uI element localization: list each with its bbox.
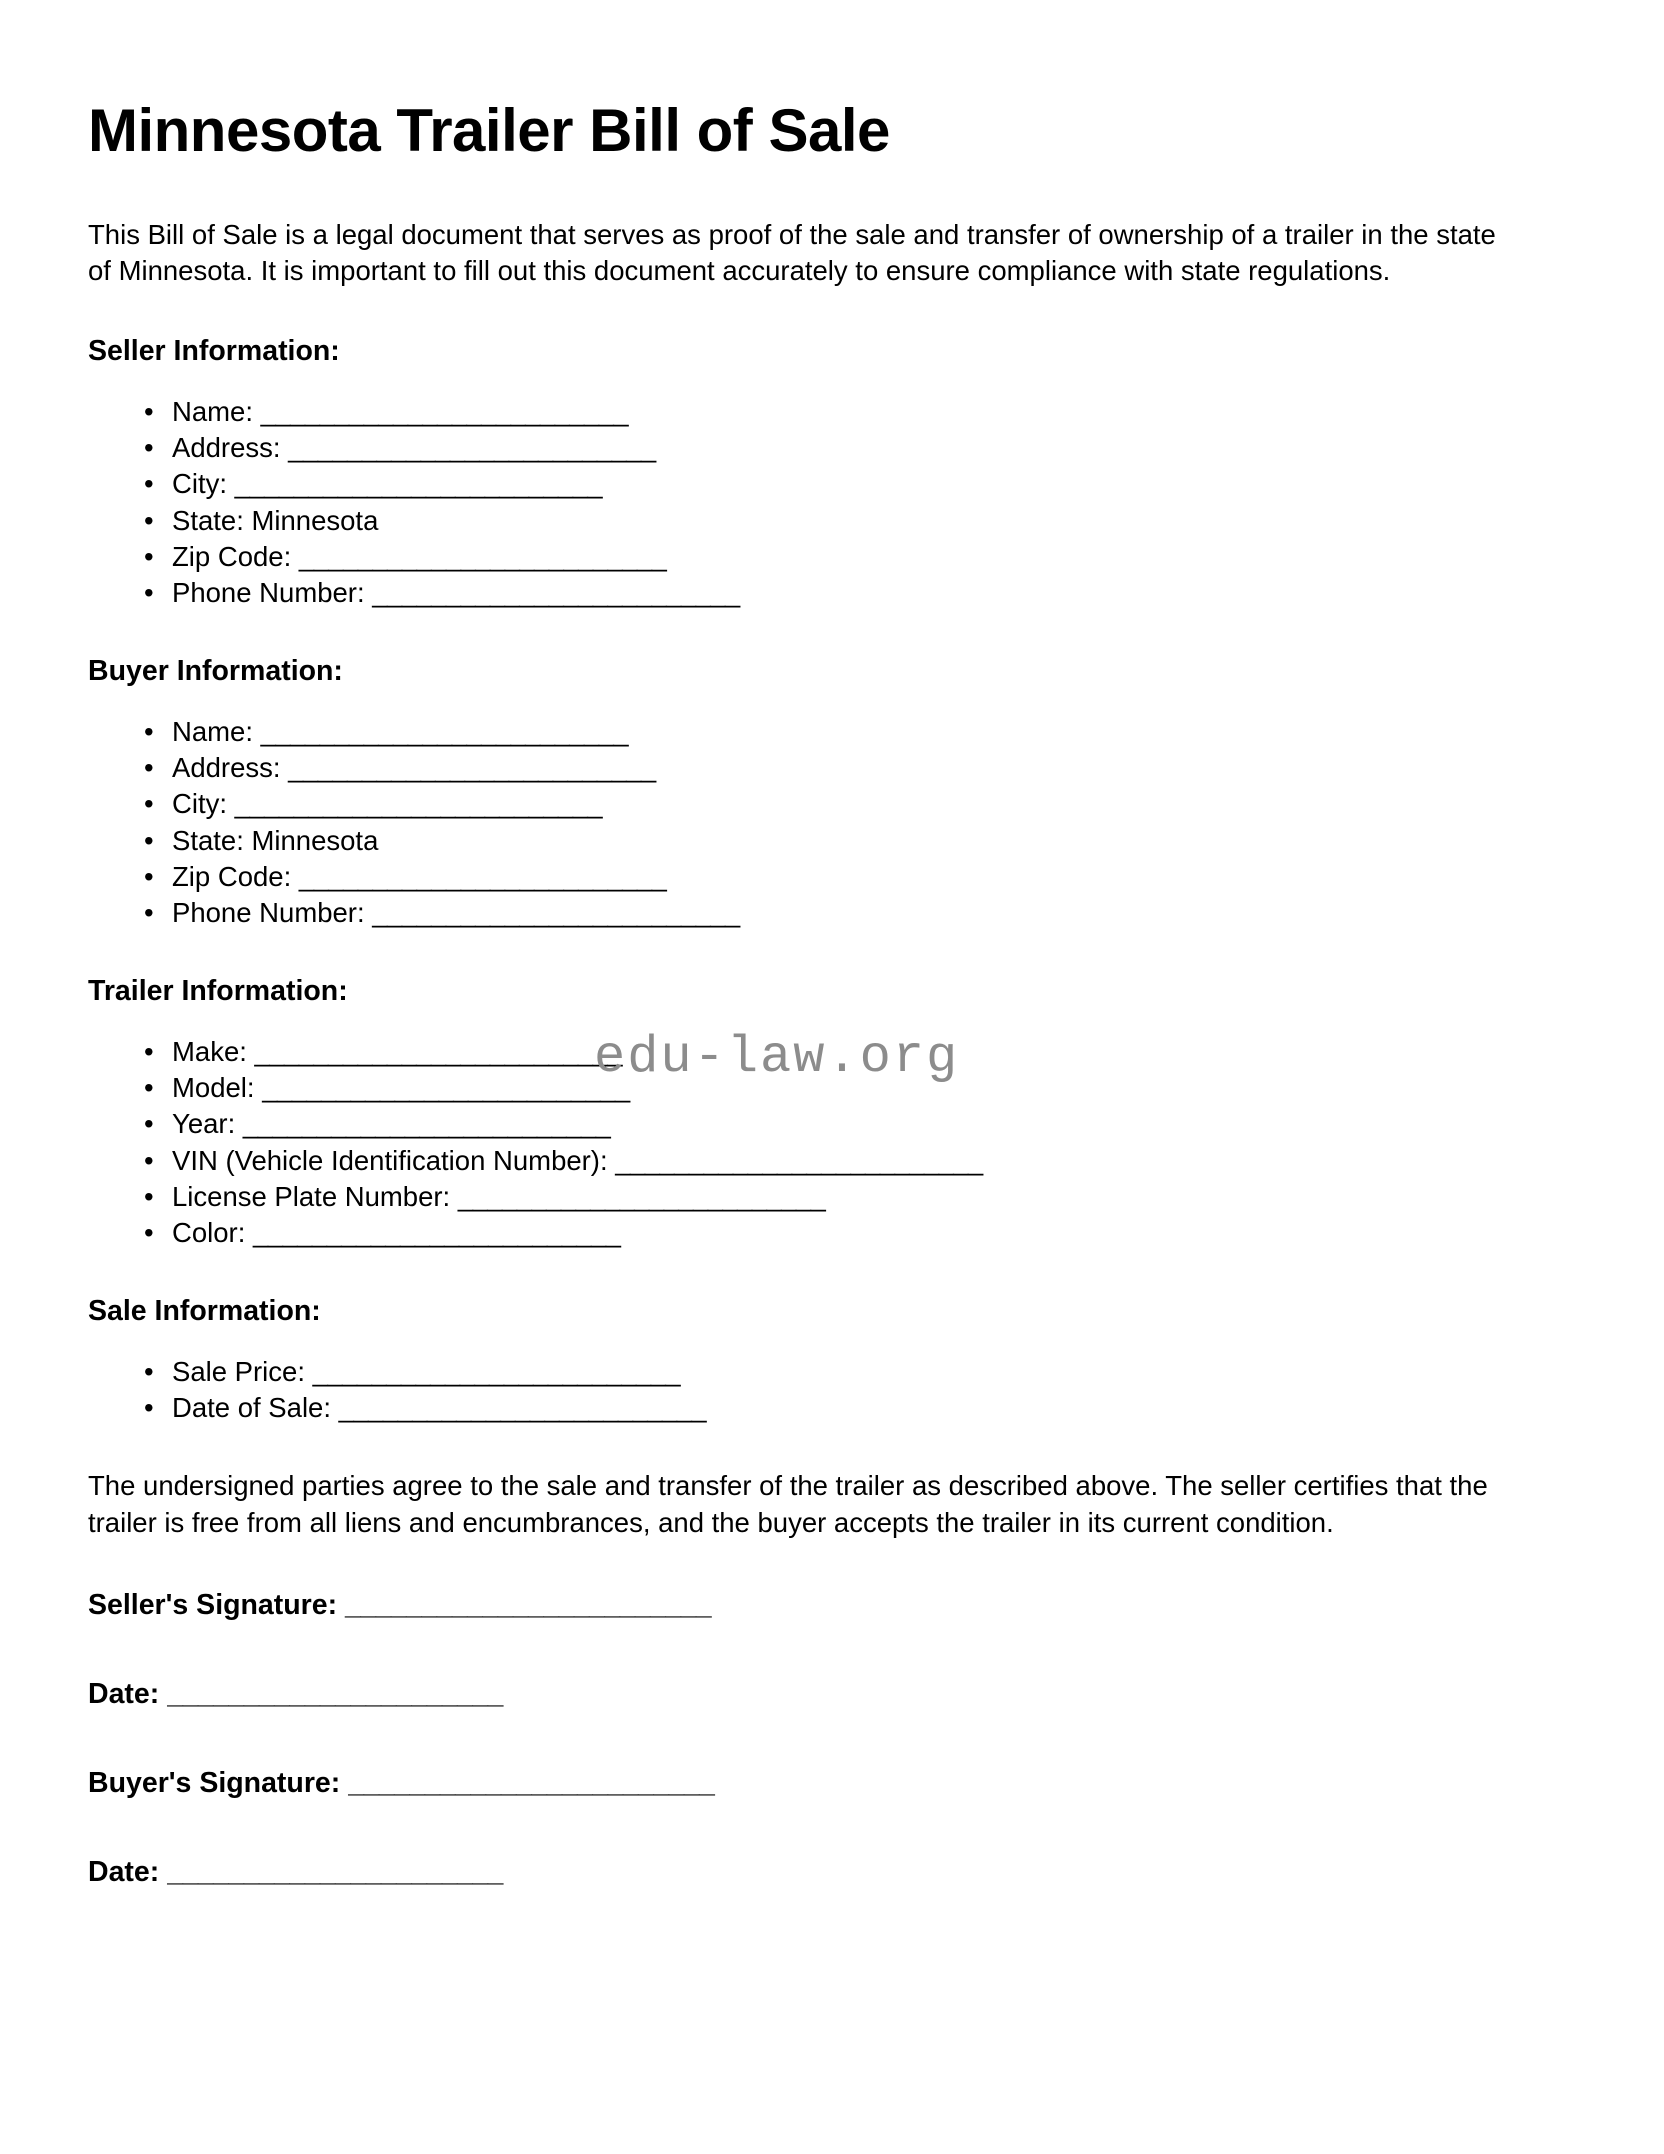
field-label: Phone Number: — [172, 897, 373, 929]
buyer-date-field — [88, 1854, 1576, 1891]
seller-signature-field — [88, 1587, 1576, 1624]
list-item — [144, 714, 1576, 750]
field-label: Name: — [172, 715, 261, 747]
field-blank[interactable]: _________________________ — [260, 395, 628, 427]
field-blank[interactable]: _________________________ — [242, 1108, 611, 1140]
list-item — [144, 539, 1576, 575]
list-item — [144, 1106, 1576, 1142]
field-label: Name: — [172, 395, 261, 427]
buyer-signature-label: Buyer's Signature: — [88, 1766, 349, 1799]
section-heading-seller: Seller Information: — [88, 334, 340, 367]
seller-date-field — [88, 1676, 1576, 1713]
trailer-field-list — [88, 1034, 1576, 1252]
buyer-signature-field — [88, 1765, 1576, 1802]
seller-date-label: Date: — [88, 1677, 168, 1710]
signature-block — [88, 1587, 1576, 1891]
field-label: Color: — [172, 1217, 253, 1249]
field-label: Date of Sale: — [172, 1391, 339, 1423]
section-heading-trailer: Trailer Information: — [88, 974, 348, 1007]
field-blank[interactable]: _________________________ — [298, 860, 667, 892]
list-item — [144, 1143, 1576, 1179]
field-label: Address: — [172, 432, 289, 464]
list-item — [144, 786, 1576, 822]
seller-signature-blank[interactable]: ________________________ — [345, 1588, 712, 1621]
field-label: Address: — [172, 752, 289, 784]
field-label: Model: — [172, 1072, 263, 1104]
list-item — [144, 1354, 1576, 1390]
field-blank[interactable]: _________________________ — [234, 788, 602, 820]
list-item — [144, 1390, 1576, 1426]
sale-field-list — [88, 1354, 1576, 1427]
seller-field-list — [88, 394, 1576, 612]
field-blank[interactable]: _________________________ — [615, 1144, 983, 1176]
list-item — [144, 466, 1576, 502]
list-item — [144, 394, 1576, 430]
section-heading-buyer: Buyer Information: — [88, 654, 343, 687]
section-heading-sale: Sale Information: — [88, 1294, 321, 1327]
list-item — [144, 575, 1576, 611]
field-label: License Plate Number: — [172, 1180, 458, 1212]
intro-paragraph: This Bill of Sale is a legal document that serves as proof of the sale and transfer of ownership of a trailer in the state of Minnesota. It is important to fill out this document accurately to ensure compliance with state regulations. — [88, 219, 1496, 287]
field-blank[interactable]: _________________________ — [338, 1391, 706, 1423]
buyer-signature-blank[interactable]: ________________________ — [348, 1766, 715, 1799]
field-blank[interactable]: _________________________ — [254, 1035, 622, 1067]
list-item — [144, 1070, 1576, 1106]
field-blank[interactable]: _________________________ — [234, 468, 602, 500]
field-label: State: Minnesota — [172, 504, 379, 536]
list-item — [144, 1215, 1576, 1251]
seller-signature-label: Seller's Signature: — [88, 1588, 346, 1621]
field-blank[interactable]: _________________________ — [288, 432, 656, 464]
closing-paragraph: The undersigned parties agree to the sale and transfer of the trailer as described above. The seller certifies that the trailer is free from all liens and encumbrances, and the buyer accepts the trailer in its current condition. — [88, 1470, 1488, 1538]
field-label: City: — [172, 468, 235, 500]
field-blank[interactable]: _________________________ — [288, 752, 656, 784]
field-label: VIN (Vehicle Identification Number): — [172, 1144, 616, 1176]
field-blank[interactable]: _________________________ — [262, 1072, 630, 1104]
field-blank[interactable]: _________________________ — [312, 1355, 680, 1387]
field-label: City: — [172, 788, 235, 820]
buyer-date-blank[interactable]: ______________________ — [167, 1856, 503, 1889]
field-blank[interactable]: _________________________ — [253, 1217, 621, 1249]
list-item — [144, 430, 1576, 466]
page-title: Minnesota Trailer Bill of Sale — [88, 97, 890, 164]
list-item — [144, 1179, 1576, 1215]
list-item — [144, 823, 1576, 859]
list-item — [144, 750, 1576, 786]
field-blank[interactable]: _________________________ — [260, 715, 628, 747]
buyer-field-list — [88, 714, 1576, 932]
list-item — [144, 895, 1576, 931]
field-label: Zip Code: — [172, 860, 299, 892]
field-label: Year: — [172, 1108, 243, 1140]
field-label: Zip Code: — [172, 540, 299, 572]
field-label: Sale Price: — [172, 1355, 313, 1387]
list-item — [144, 1034, 1576, 1070]
field-label: Make: — [172, 1035, 255, 1067]
list-item — [144, 503, 1576, 539]
field-blank[interactable]: _________________________ — [298, 540, 667, 572]
field-label: Phone Number: — [172, 577, 373, 609]
site-watermark: edu-law.org — [594, 1028, 960, 1087]
list-item — [144, 859, 1576, 895]
seller-date-blank[interactable]: ______________________ — [167, 1677, 503, 1710]
field-blank[interactable]: _________________________ — [372, 577, 740, 609]
field-blank[interactable]: _________________________ — [372, 897, 740, 929]
buyer-date-label: Date: — [88, 1856, 168, 1889]
field-label: State: Minnesota — [172, 824, 379, 856]
field-blank[interactable]: _________________________ — [457, 1180, 826, 1212]
